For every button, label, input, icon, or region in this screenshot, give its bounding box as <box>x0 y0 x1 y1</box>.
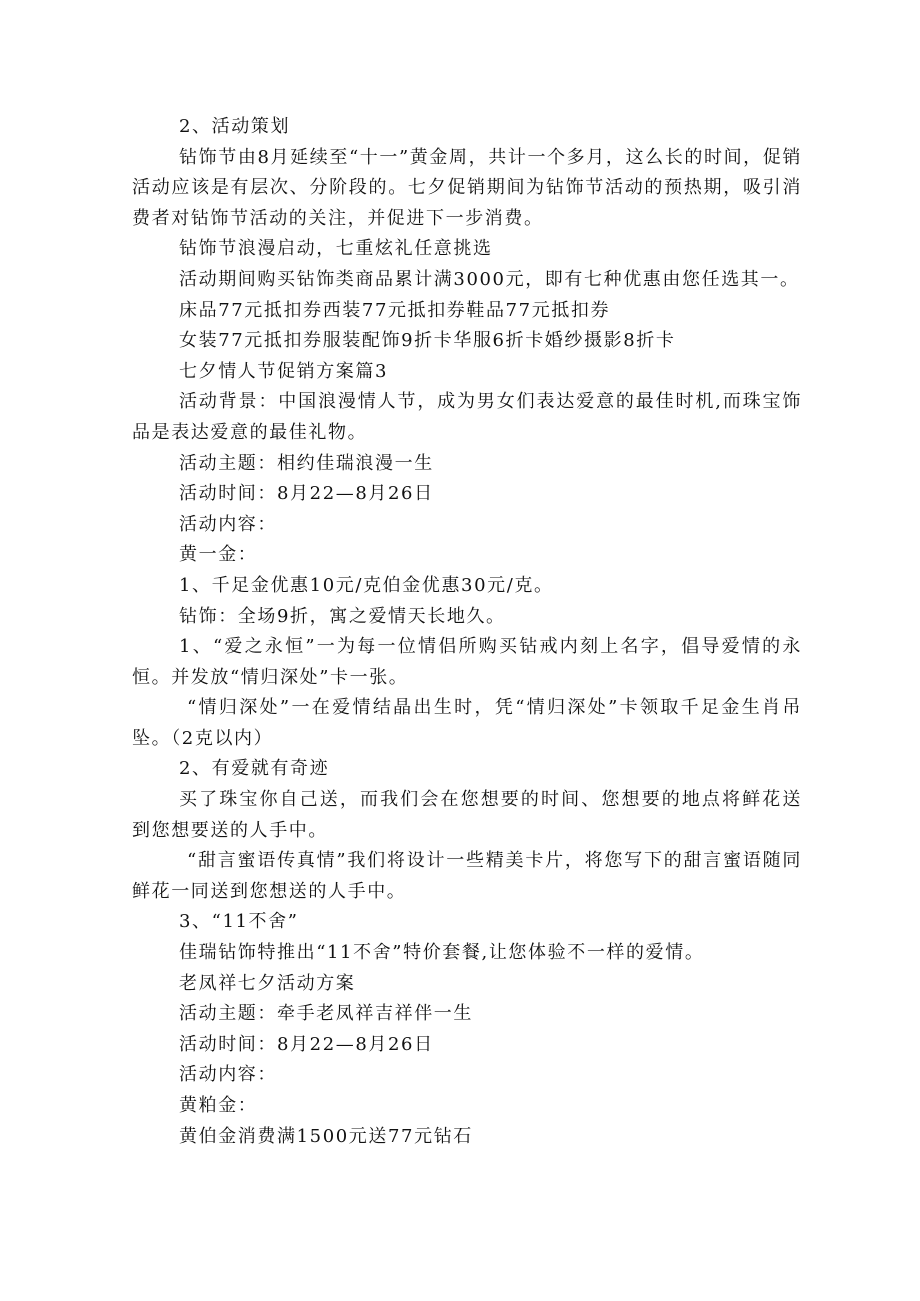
paragraph: 活动时间：8月22—8月26日 <box>179 1033 434 1055</box>
paragraph: 活动主题：牵手老凤祥吉祥伴一生 <box>179 1003 473 1025</box>
paragraph: 活动背景：中国浪漫情人节，成为男女们表达爱意的最佳时机,而珠宝饰品是表达爱意的最佳礼物。 <box>132 391 802 443</box>
paragraph: 钻饰节浪漫启动，七重炫礼任意挑选 <box>179 238 493 260</box>
paragraph: 黄伯金消费满1500元送77元钻石 <box>179 1125 473 1147</box>
paragraph: 1、“爱之永恒”一为每一位情侣所购买钻戒内刻上名字，倡导爱情的永恒。并发放“情归深处”卡一张。 <box>132 636 802 688</box>
paragraph: 钻饰节由8月延续至“十一”黄金周，共计一个多月，这么长的时间，促销活动应该是有层次、分阶段的。七夕促销期间为钻饰节活动的预热期，吸引消费者对钻饰节活动的关注，并促进下一步消费。 <box>132 146 802 229</box>
paragraph: “甜言蜜语传真情”我们将设计一些精美卡片，将您写下的甜言蜜语随同鲜花一同送到您想送的人手中。 <box>132 850 802 902</box>
paragraph: 佳瑞钻饰特推出“11不舍”特价套餐,让您体验不一样的爱情。 <box>179 942 705 964</box>
section-heading: 老凤祥七夕活动方案 <box>179 972 356 994</box>
paragraph: 活动期间购买钻饰类商品累计满3000元，即有七种优惠由您任选其一。 <box>179 268 800 290</box>
paragraph: 女装77元抵扣券服装配饰9折卡华服6折卡婚纱摄影8折卡 <box>179 330 676 352</box>
section-heading: 2、有爱就有奇迹 <box>179 758 330 780</box>
paragraph: 钻饰：全场9折，寓之爱情天长地久。 <box>179 605 506 627</box>
paragraph: 活动内容： <box>179 513 277 535</box>
paragraph: 活动主题：相约佳瑞浪漫一生 <box>179 452 434 474</box>
paragraph: 黄一金： <box>179 544 258 566</box>
paragraph: 活动内容： <box>179 1064 277 1086</box>
paragraph: 活动时间：8月22—8月26日 <box>179 483 434 505</box>
section-heading: 七夕情人节促销方案篇3 <box>179 360 389 382</box>
paragraph: 1、千足金优惠10元/克伯金优惠30元/克。 <box>179 574 554 596</box>
section-heading: 2、活动策划 <box>179 116 291 137</box>
paragraph: 黄粕金： <box>179 1095 258 1116</box>
paragraph: “情归深处”一在爱情结晶出生时，凭“情归深处”卡领取千足金生肖吊坠。（2克以内） <box>132 697 802 749</box>
paragraph: 买了珠宝你自己送，而我们会在您想要的时间、您想要的地点将鲜花送到您想要送的人手中。 <box>132 789 802 841</box>
paragraph: 床品77元抵扣券西装77元抵扣券鞋品77元抵扣券 <box>179 299 611 321</box>
section-heading: 3、“11不舍” <box>179 911 299 933</box>
document-body <box>132 112 802 1152</box>
